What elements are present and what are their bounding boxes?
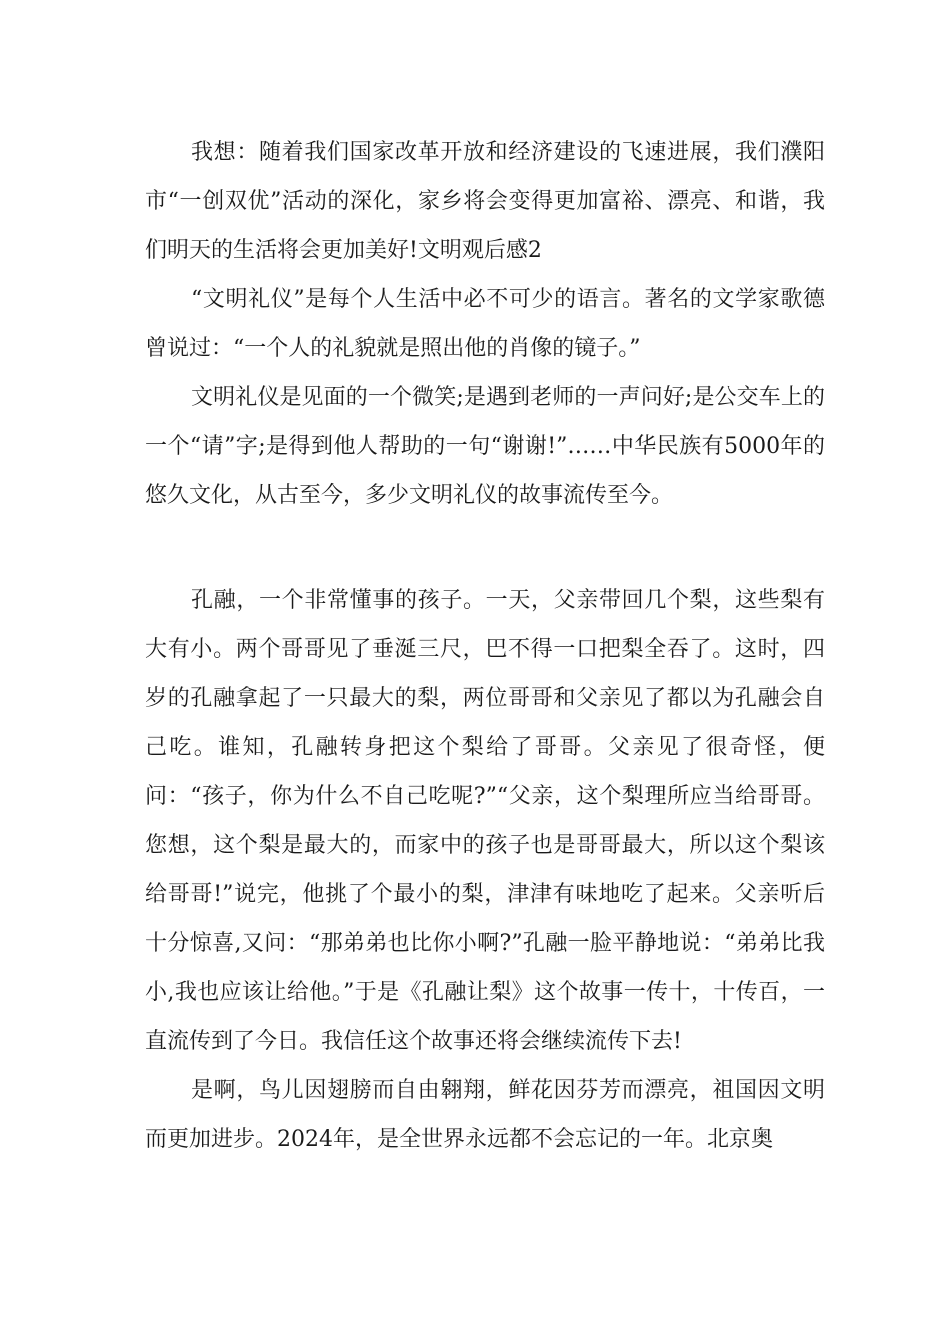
paragraph-civilization-progress: 是啊，鸟儿因翅膀而自由翱翔，鲜花因芬芳而漂亮，祖国因文明而更加进步。2024年，是全世界永远都不会忘记的一年。北京奥 — [145, 1078, 825, 1152]
text-section-bottom — [145, 576, 825, 1164]
paragraph-etiquette-examples: 文明礼仪是见面的一个微笑;是遇到老师的一声问好;是公交车上的一个“请”字;是得到他人帮助的一句“谢谢!”……中华民族有5000年的悠久文化，从古至今，多少文明礼仪的故事流传至今。 — [145, 385, 825, 508]
paragraph-hometown: 我想：随着我们国家改革开放和经济建设的飞速进展，我们濮阳市“一创双优”活动的深化，家乡将会变得更加富裕、漂亮、和谐，我们明天的生活将会更加美好!文明观后感2 — [145, 140, 825, 263]
paragraph-kong-rong-story: 孔融，一个非常懂事的孩子。一天，父亲带回几个梨，这些梨有大有小。两个哥哥见了垂涎三尺，巴不得一口把梨全吞了。这时，四岁的孔融拿起了一只最大的梨，两位哥哥和父亲见了都以为孔融会自己吃。谁知，孔融转身把这个梨给了哥哥。父亲见了很奇怪，便问：“孩子，你为什么不自己吃呢?”“父亲，这个梨理所应当给哥哥。您想，这个梨是最大的，而家中的孩子也是哥哥最大，所以这个梨该给哥哥!”说完，他挑了个最小的梨，津津有味地吃了起来。父亲听后十分惊喜,又问：“那弟弟也比你小啊?”孔融一脸平静地说：“弟弟比我小,我也应该让给他。”于是《孔融让梨》这个故事一传十，十传百，一直流传到了今日。我信任这个故事还将会继续流传下去! — [145, 588, 825, 1054]
text-section-top — [145, 128, 825, 520]
paragraph-etiquette-language: “文明礼仪”是每个人生活中必不可少的语言。著名的文学家歌德曾说过：“一个人的礼貌就是照出他的肖像的镜子。” — [145, 287, 825, 361]
